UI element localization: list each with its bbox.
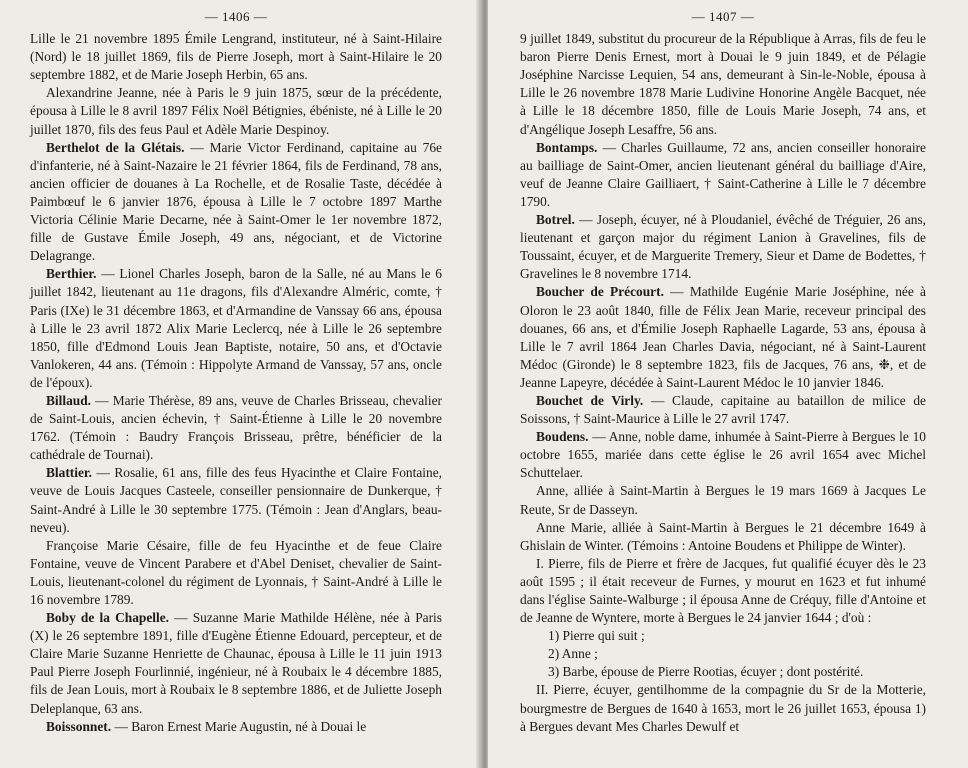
entry-text: — Joseph, écuyer, né à Ploudaniel, évêché de Tréguier, 26 ans, lieutenant et garçon major du régiment Lanion à Gravelines, fils de Toussaint, écuyer, et de Marguerite Tremery, Sieur et Dame de Bodettes, † Gravelines le 8 novembre 1714. [520,212,926,282]
entry-head: Boby de la Chapelle. [46,610,170,626]
list-item: 2) Anne ; [548,646,598,662]
entry-text: 9 juillet 1849, substitut du procureur de la République à Arras, fils de feu le baron Pierre Denis Ernest, mort à Douai le 9 juin 1849, et de Pélagie Joséphine Narcisse Lequien, 54 ans, demeurant à Sin-le-Noble, épousa à Lille le 26 novembre 1878 Marie Ludivine Honorine Angèle Bacquet, née à Lille le 18 décembre 1850, fille de Louis Marie Joseph, 74 ans, et d'Angélique Joseph Lesaffre, 56 ans. [520,31,926,137]
entry-text: Anne Marie, alliée à Saint-Martin à Bergues le 21 décembre 1649 à Ghislain de Winter. (Témoins : Antoine Boudens et Philippe de Winter). [520,519,926,553]
left-page [0,0,480,768]
entry [30,84,442,138]
page-number: — 1407 — [691,9,755,24]
entry-text: I. Pierre, fils de Pierre et frère de Jacques, fut qualifié écuyer dès le 23 août 1595 ; il était receveur de Furnes, y mourut en 1623 et fut inhumé dans l'église Sainte-Walburge ; il épousa Anne de Créquy, fille d'Antoine et de Jeanne de Wyntere, morte à Bergues le 24 janvier 1644 ; d'où : [520,555,926,626]
entry-head: Berthelot de la Glétais. [46,139,185,155]
entry [520,211,926,283]
entry: II. Pierre, écuyer, gentilhomme de la compagnie du Sr de la Motterie, bourgmestre de Bergues de 1640 à 1653, mort le 26 juillet 1653, épousa 1) à Bergues devant Mes Charles Dewulf et [520,682,926,734]
entry-head: Boudens. [536,429,589,445]
page-number: — 1406 — [204,9,268,24]
entry-text: — Marie Victor Ferdinand, capitaine au 76e d'infanterie, né à Saint-Nazaire le 21 février 1864, fils de Ferdinand, 78 ans, ancien officier de douanes à La Rochelle, et de Rosalie Taste, décédée à Paimbœuf le 6 janvier 1876, épousa à Lille le 7 octobre 1897 Marthe Victoria Célinie Marie Decarne, née à Saint-Omer le 1er novembre 1872, fille de Gustave Émile Joseph, 49 ans, négociant, et de Victorine Delagrange. [30,139,442,264]
list-item: 1) Pierre qui suit ; [548,628,645,644]
entry-head: Bontamps. [536,139,598,155]
entry-text: — Charles Guillaume, 72 ans, ancien conseiller honoraire au bailliage de Saint-Omer, ancien lieutenant général du bailliage d'Aire, veuf de Jeanne Claire Gailliaert, † Saint-Catherine à Lille le 7 décembre 1790. [520,139,926,209]
entry-text: — Lionel Charles Joseph, baron de la Salle, né au Mans le 6 juillet 1842, lieutenant au 11e dragons, fils d'Alexandre Alméric, comte, † Paris (IXe) le 31 décembre 1863, et d'Armandine de Vanssay 66 ans, épousa à Lille le 23 avril 1872 Alix Marie Leclercq, née à Lille le 26 septembre 1850, fille d'Edmond Louis Jean Baptiste, notaire, 50 ans, et d'Octavie Vanlokeren, 44 ans. (Témoin : Hippolyte Armand de Vanssay, 57 ans, oncle de l'époux). [30,266,442,390]
entry-head: Berthier. [46,266,97,282]
entry-text: — Suzanne Marie Mathilde Hélène, née à Paris (X) le 26 septembre 1891, fille d'Eugène Étienne Edouard, percepteur, et de Claire Marie Suzanne Henriette de Chaunac, épousa à Lille le 11 juin 1913 Paul Pierre Joseph Fourlinnié, ingénieur, né à Roubaix le 4 décembre 1885, fils de Jean Louis, mort à Roubaix le 8 septembre 1886, et de Juliette Joseph Deleplanque, 63 ans. [30,610,442,716]
entry-head: Billaud. [46,392,92,408]
entry [520,392,926,428]
entry-text: Anne, alliée à Saint-Martin à Bergues le 19 mars 1669 à Jacques Le Reute, Sr de Dasseyn. [520,483,926,517]
entry [30,718,442,736]
entry-text: Alexandrine Jeanne, née à Paris le 9 juin 1875, sœur de la précédente, épousa à Lille le 8 avril 1897 Félix Noël Bétignies, ébéniste, né à Lille le 20 juillet 1870, fils des feus Paul et Adèle Marie Despinoy. [30,85,442,137]
entry [30,30,442,84]
list-item: 3) Barbe, épouse de Pierre Rootias, écuyer ; dont postérité. [548,664,864,680]
entry [30,139,442,266]
entry-text: — Claude, capitaine au bataillon de milice de Soissons, † Saint-Maurice à Lille le 27 avril 1747. [520,392,926,427]
entry-head: Bouchet de Virly. [536,392,644,408]
entry-head: Boissonnet. [46,718,112,734]
entry [30,265,442,392]
entry-text: — Mathilde Eugénie Marie Joséphine, née à Oloron le 23 août 1840, fille de Félix Jean Marie, receveur principal des douanes, 66 ans, et d'Émilie Joseph Raphaelle Lagarde, 53 ans, épousa à Lille le 7 avril 1864 Jean Charles Davia, négociant, né à Saint-Laurent Médoc (Gironde) le 8 septembre 1823, fils de Jacques, 76 ans, ❉, et de Jeanne Lapeyre, décédée à Saint-Laurent Médoc le 10 janvier 1846. [520,284,926,390]
entry-head: Botrel. [536,212,575,228]
entry-head: Boucher de Précourt. [536,284,664,300]
entry [520,428,926,482]
entry [30,609,442,718]
entry [30,464,442,536]
entry-head: Blattier. [46,465,92,481]
entry [520,519,926,555]
entry-text: — Anne, noble dame, inhumée à Saint-Pierre à Bergues le 10 octobre 1655, mariée dans cette église le 26 avril 1654 avec Michel Schuttelaer. [520,429,926,481]
entry [30,537,442,609]
right-page [488,0,968,768]
entry-text: — Marie Thérèse, 89 ans, veuve de Charles Brisseau, chevalier de Saint-Louis, ancien échevin, † Saint-Étienne à Lille le 20 novembre 1762. (Témoin : Baudry François Brisseau, prêtre, bénéficier de la cathédrale de Tournai). [30,392,442,463]
entry [520,555,926,627]
entry-text: — Baron Ernest Marie Augustin, né à Douai le [111,718,367,734]
entry [520,139,926,211]
entry [30,392,442,464]
children-list [520,627,926,681]
entry-text: — Rosalie, 61 ans, fille des feus Hyacinthe et Claire Fontaine, veuve de Louis Jacques Casteele, conseiller pensionnaire de Dunkerque, † Saint-André à Lille le 30 septembre 1775. (Témoin : Jean d'Anglars, beau-neveu). [30,465,442,535]
entry-text: Lille le 21 novembre 1895 Émile Lengrand, instituteur, né à Saint-Hilaire (Nord) le 18 juillet 1869, fils de Pierre Joseph, mort à Saint-Hilaire le 20 septembre 1882, et de Marie Joseph Herbin, 65 ans. [30,31,442,83]
entry-text: Françoise Marie Césaire, fille de feu Hyacinthe et de feue Claire Fontaine, veuve de Vincent Parabere et d'Abel Deniset, chevalier de Saint-Louis, lieutenant-colonel du régiment de Lyonnais, † Saint-André à Lille le 16 novembre 1789. [30,537,442,607]
entry [520,30,926,139]
entry [520,283,926,392]
entry [520,482,926,518]
